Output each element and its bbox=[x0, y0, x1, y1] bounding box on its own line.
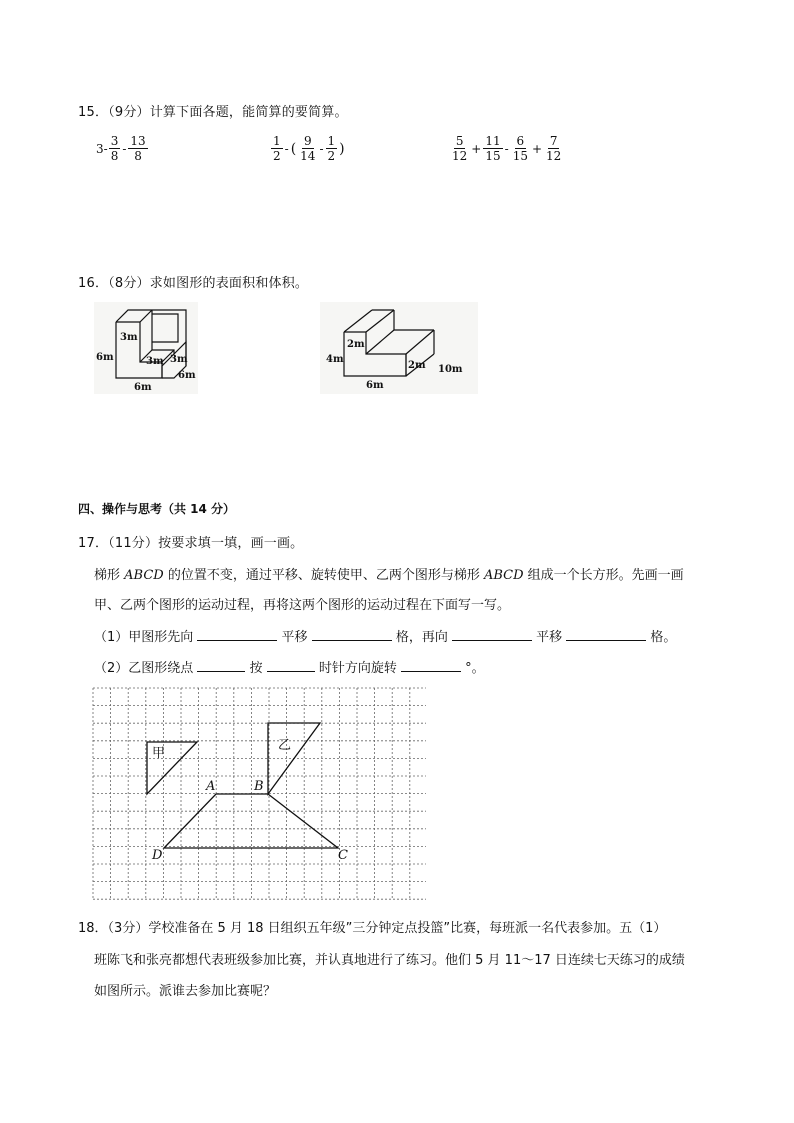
fig2-label-d: 10m bbox=[438, 364, 463, 375]
fraction: $\frac{5}{12}$ bbox=[452, 134, 468, 163]
section-4-title: 四、操作与思考（共 14 分） bbox=[78, 502, 236, 516]
fraction: $\frac{1}{2}$ bbox=[273, 134, 281, 163]
fraction: $\frac{13}{8}$ bbox=[130, 134, 146, 163]
fraction: $\frac{3}{8}$ bbox=[110, 134, 119, 163]
q18-line-3: 如图所示。派谁去参加比赛呢？ bbox=[94, 984, 277, 999]
fig2-label-e: 6m bbox=[366, 380, 384, 391]
answer-blank[interactable] bbox=[197, 670, 245, 672]
fig1-label-f: 6m bbox=[178, 370, 196, 381]
q17-fill-line-2: （2）乙图形绕点 按 时针方向旋转 °。 bbox=[94, 661, 485, 676]
q15-expression-3: $\frac{5}{12}$ + $\frac{11}{15}$ - $\frac{6}{15}$ + $\frac{7}{12}$ bbox=[452, 134, 562, 163]
label-yi: 乙 bbox=[278, 738, 292, 753]
fig1-label-d: 6m bbox=[96, 352, 114, 363]
fig1-label-e: 6m bbox=[134, 382, 152, 393]
answer-blank[interactable] bbox=[566, 639, 646, 641]
answer-blank[interactable] bbox=[401, 670, 461, 672]
q17-paragraph-line-2: 甲、乙两个图形的运动过程，再将这两个图形的运动过程在下面写一写。 bbox=[94, 598, 511, 613]
q17-heading: 17．（11分）按要求填一填，画一画。 bbox=[78, 536, 304, 551]
label-A: A bbox=[206, 779, 216, 794]
fig1-label-b: 3m bbox=[146, 356, 164, 367]
figure-step-prism bbox=[320, 302, 478, 394]
figure-cube-with-notch bbox=[94, 302, 198, 394]
fig2-label-b: 4m bbox=[326, 354, 344, 365]
q17-paragraph-line-1: 梯形 ABCD 的位置不变，通过平移、旋转使甲、乙两个图形与梯形 ABCD 组成一个长方形。先画一画 bbox=[94, 568, 684, 583]
answer-blank[interactable] bbox=[267, 670, 315, 672]
fraction: $\frac{7}{12}$ bbox=[546, 134, 562, 163]
shape-yi-triangle bbox=[268, 723, 320, 794]
fraction: $\frac{1}{2}$ bbox=[327, 134, 336, 163]
q18-line-2: 班陈飞和张亮都想代表班级参加比赛，并认真地进行了练习。他们 5 月 11～17 日连续七天练习的成绩 bbox=[94, 953, 685, 968]
fraction: $\frac{9}{14}$ bbox=[300, 134, 316, 163]
fig1-label-a: 3m bbox=[120, 332, 138, 343]
fraction: $\frac{11}{15}$ bbox=[485, 134, 501, 163]
answer-blank[interactable] bbox=[312, 639, 392, 641]
expr1-lead: 3- bbox=[96, 141, 108, 156]
q15-heading: 15．（9分）计算下面各题，能简算的要简算。 bbox=[78, 105, 348, 120]
q17-grid-figure bbox=[92, 687, 426, 901]
fig2-label-a: 2m bbox=[347, 339, 365, 350]
q18-line-1: 18．（3分）学校准备在 5 月 18 日组织五年级”三分钟定点投篮”比赛，每班派一名代表参加。五（1） bbox=[78, 921, 667, 936]
label-D: D bbox=[152, 848, 163, 863]
fraction: $\frac{6}{15}$ bbox=[512, 134, 528, 163]
q16-heading: 16．（8分）求如图形的表面积和体积。 bbox=[78, 276, 309, 291]
label-C: C bbox=[338, 848, 348, 863]
answer-blank[interactable] bbox=[197, 639, 277, 641]
fig2-label-c: 2m bbox=[408, 360, 426, 371]
fig1-label-c: 3m bbox=[170, 354, 188, 365]
label-jia: 甲 bbox=[152, 746, 166, 761]
q15-expression-2: $\frac{1}{2}$ - ( $\frac{9}{14}$ - $\frac{1}{2}$ ) bbox=[273, 134, 345, 163]
q17-fill-line-1: （1）甲图形先向 平移 格，再向 平移 格。 bbox=[94, 630, 677, 645]
q15-expression-1: 3- $\frac{3}{8}$ - $\frac{13}{8}$ bbox=[96, 134, 146, 163]
answer-blank[interactable] bbox=[452, 639, 532, 641]
label-B: B bbox=[254, 779, 264, 794]
